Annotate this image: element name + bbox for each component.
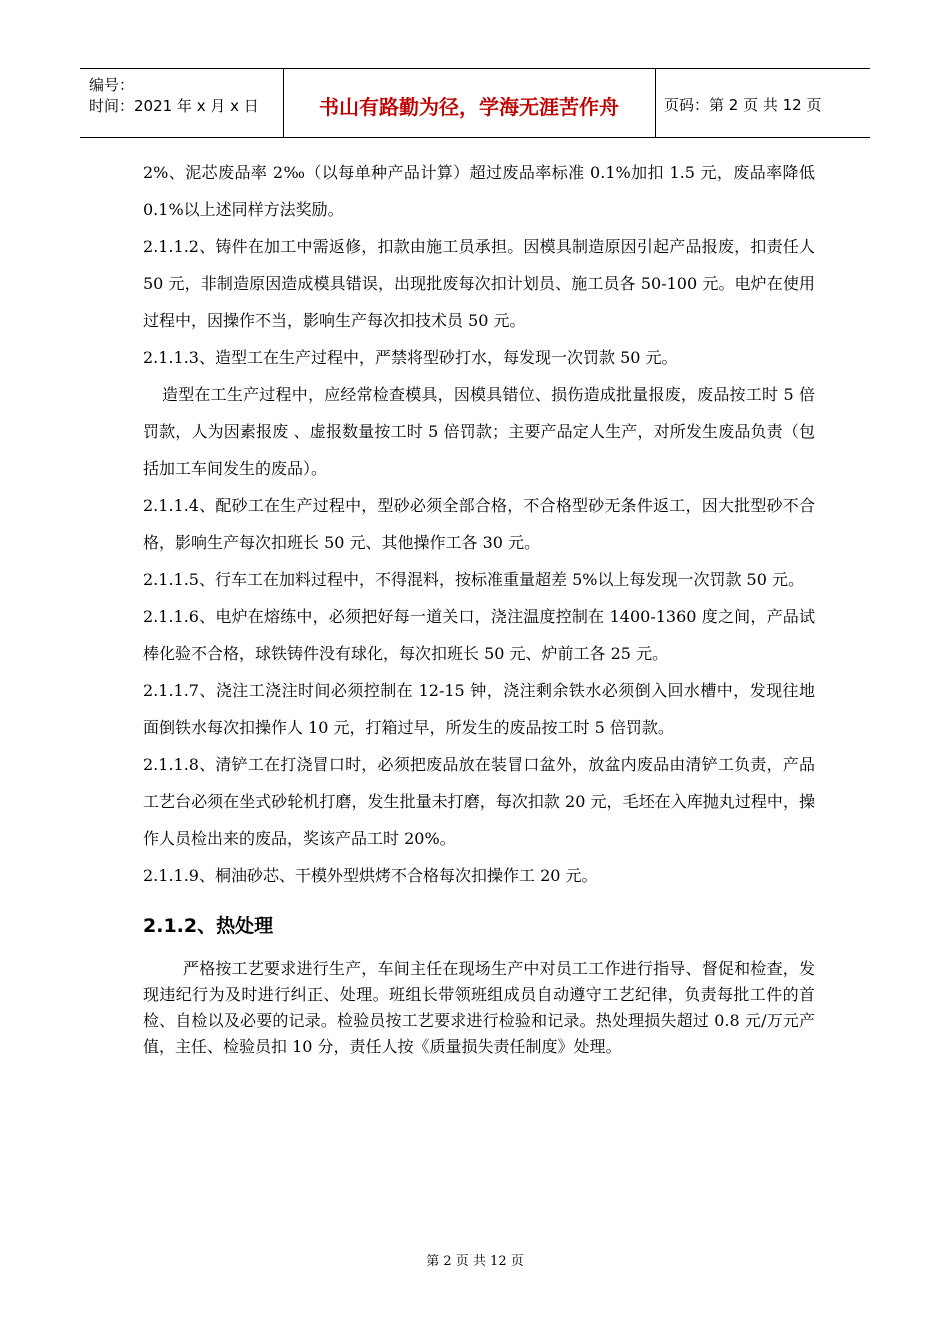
paragraph: 2.1.1.7、浇注工浇注时间必须控制在 12-15 钟，浇注剩余铁水必须倒入回水槽中，发现往地面倒铁水每次扣操作人 10 元，打箱过早，所发生的废品按工时 5 倍罚款。 [143,681,815,737]
paragraph: 2.1.1.6、电炉在熔练中，必须把好每一道关口，浇注温度控制在 1400-1360 度之间，产品试棒化验不合格，球铁铸件没有球化，每次扣班长 50 元、炉前工各 25 元。 [143,607,815,663]
paragraph: 2.1.1.3、造型工在生产过程中，严禁将型砂打水，每发现一次罚款 50 元。 [143,348,678,367]
header-page-cell [655,69,870,137]
header-page-number: 页码：第 2 页 共 12 页 [664,96,822,114]
paragraph: 2%、泥芯废品率 2‰（以每单种产品计算）超过废品率标准 0.1%加扣 1.5 元，废品率降低 0.1%以上述同样方法奖励。 [143,163,815,219]
paragraph: 2.1.1.2、铸件在加工中需返修，扣款由施工员承担。因模具制造原因引起产品报废，扣责任人 50 元，非制造原因造成模具错误，出现批废每次扣计划员、施工员各 50-100 元。电炉在使用过程中，因操作不当，影响生产每次扣技术员 50 元。 [143,237,815,330]
document-number-label: 编号： [89,76,135,94]
document-date: 时间：2021 年 x 月 x 日 [89,97,259,115]
paragraph: 2.1.1.5、行车工在加料过程中，不得混料，按标准重量超差 5%以上每发现一次罚款 50 元。 [143,570,804,589]
header-motto-cell [283,69,656,137]
header-motto: 书山有路勤为径，学海无涯苦作舟 [319,95,619,119]
paragraph: 2.1.1.9、桐油砂芯、干模外型烘烤不合格每次扣操作工 20 元。 [143,866,598,885]
section-heading: 2.1.2、热处理 [143,915,274,937]
header-meta [80,69,284,137]
paragraph: 造型在工生产过程中，应经常检查模具，因模具错位、损伤造成批量报废，废品按工时 5 倍罚款，人为因素报废 、虚报数量按工时 5 倍罚款；主要产品定人生产，对所发生废品负责（包括加工车间发生的废品）。 [143,385,815,478]
paragraph: 2.1.1.4、配砂工在生产过程中，型砂必须全部合格，不合格型砂无条件返工，因大批型砂不合格，影响生产每次扣班长 50 元、其他操作工各 30 元。 [143,496,815,552]
section-paragraph: 严格按工艺要求进行生产，车间主任在现场生产中对员工工作进行指导、督促和检查，发现违纪行为及时进行纠正、处理。班组长带领班组成员自动遵守工艺纪律，负责每批工件的首检、自检以及必要的记录。检验员按工艺要求进行检验和记录。热处理损失超过 0.8 元/万元产值，主任、检验员扣 10 分，责任人按《质量损失责任制度》处理。 [143,959,815,1056]
page-footer: 第 2 页 共 12 页 [426,1254,524,1269]
page-header [80,68,870,138]
document-body [143,154,815,1060]
paragraph: 2.1.1.8、清铲工在打浇冒口时，必须把废品放在装冒口盆外，放盆内废品由清铲工负责，产品工艺台必须在坐式砂轮机打磨，发生批量未打磨，每次扣款 20 元，毛坯在入库抛丸过程中，操作人员检出来的废品，奖该产品工时 20%。 [143,755,815,848]
